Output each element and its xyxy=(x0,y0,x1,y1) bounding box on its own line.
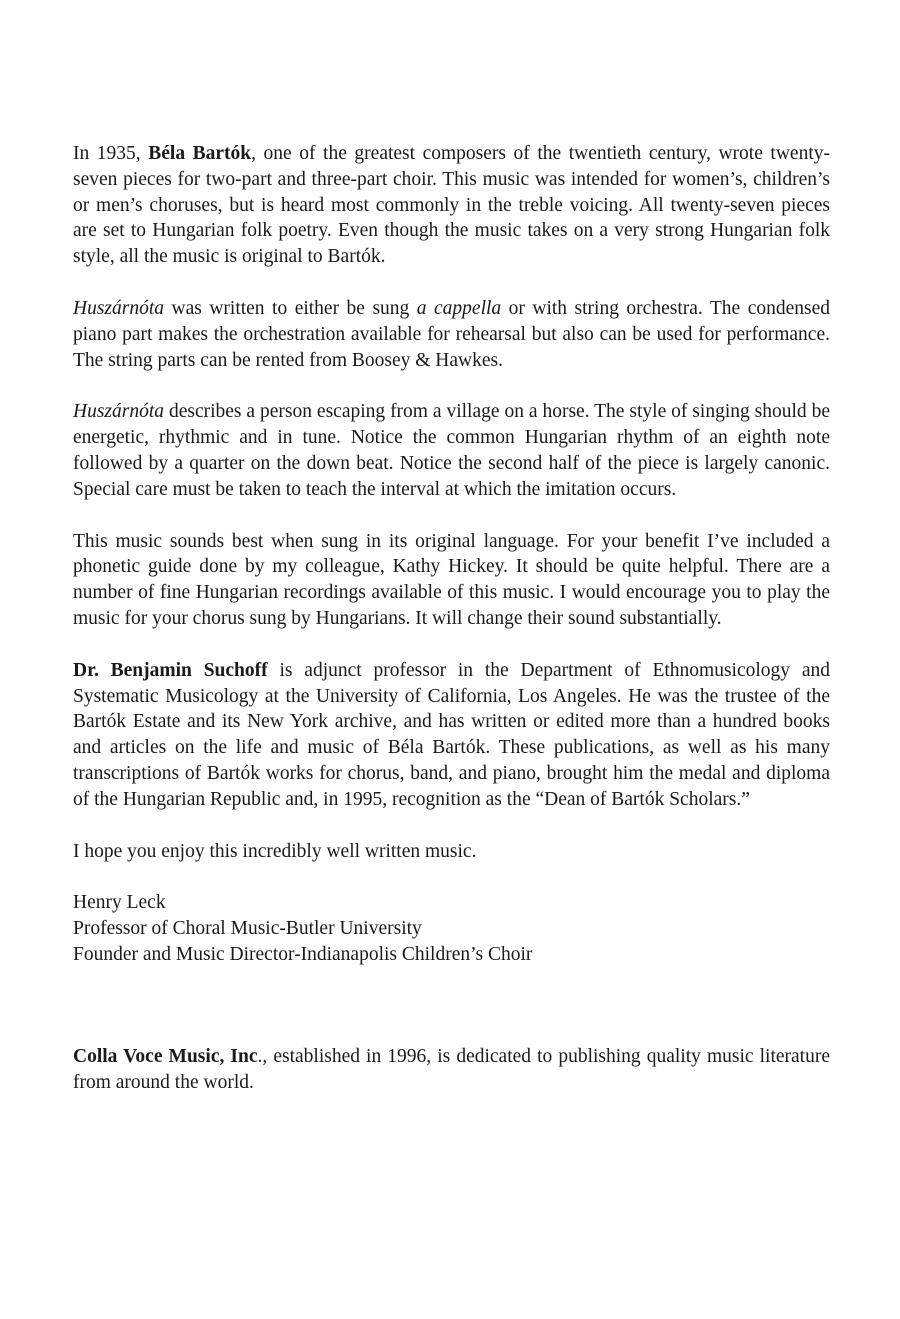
paragraph-publisher xyxy=(73,1044,830,1096)
intro-body: , one of the greatest composers of the twentieth century, wrote twenty-seven pieces for two-part and three-part choir. This music was intended for women’s, children’s or men’s choruses, but is heard most commonly in the treble voicing. All twenty-seven pieces are set to Hungarian folk poetry. Even though the music takes on a very strong Hungarian folk style, all the music is original to Bartók. xyxy=(73,143,830,268)
orchestration-text-b: or with string orchestra. The condensed piano part makes the orchestration available for rehearsal but also can be used for performance. The string parts can be rented from Boosey & Hawkes. xyxy=(73,297,830,371)
paragraph-language: This music sounds best when sung in its original language. For your benefit I’ve included a phonetic guide done by my colleague, Kathy Hickey. It should be quite helpful. There are a number of fine Hungarian recordings available of this music. I would encourage you to play the music for your chorus sung by Hungarians. It will change their sound substantially. xyxy=(73,530,830,629)
paragraph-closing: I hope you enjoy this incredibly well written music. xyxy=(73,840,477,862)
suchoff-name: Dr. Benjamin Suchoff xyxy=(73,659,268,681)
description-body: describes a person escaping from a village on a horse. The style of singing should be energetic, rhythmic and in tune. Notice the common Hungarian rhythm of an eighth note followed by a quarter on the down beat. Notice the second half of the piece is largely canonic. Special care must be taken to teach the interval at which the imitation occurs. xyxy=(73,401,830,500)
publisher-body: ., established in 1996, is dedicated to publishing quality music literature from around the world. xyxy=(73,1045,830,1093)
paragraph-description xyxy=(73,399,830,502)
signature-name: Henry Leck xyxy=(73,892,166,914)
signature-title-1: Professor of Choral Music-Butler University xyxy=(73,918,422,940)
suchoff-body: is adjunct professor in the Department of Ethnomusicology and Systematic Musicology at the University of California, Los Angeles. He was the trustee of the Bartók Estate and its New York archive, and has written or edited more than a hundred books and articles on the life and music of Béla Bartók. These publications, as well as his many transcriptions of Bartók works for chorus, band, and piano, brought him the medal and diploma of the Hungarian Republic and, in 1995, recognition as the “Dean of Bartók Scholars.” xyxy=(73,659,830,810)
orchestration-text-a: was written to either be sung xyxy=(164,297,417,319)
piece-title: Huszárnóta xyxy=(73,401,165,423)
document-page xyxy=(73,141,830,1095)
publisher-name: Colla Voce Music, Inc xyxy=(73,1045,258,1067)
paragraph-orchestration xyxy=(73,296,830,373)
signature-block xyxy=(73,890,830,967)
a-cappella-phrase: a cappella xyxy=(416,297,502,319)
composer-name: Béla Bartók xyxy=(148,143,252,164)
intro-lead: In 1935, xyxy=(73,143,149,164)
piece-title: Huszárnóta xyxy=(73,297,165,319)
signature-title-2: Founder and Music Director-Indianapolis Children’s Choir xyxy=(73,943,533,965)
paragraph-suchoff xyxy=(73,658,830,813)
paragraph-intro xyxy=(73,141,830,270)
